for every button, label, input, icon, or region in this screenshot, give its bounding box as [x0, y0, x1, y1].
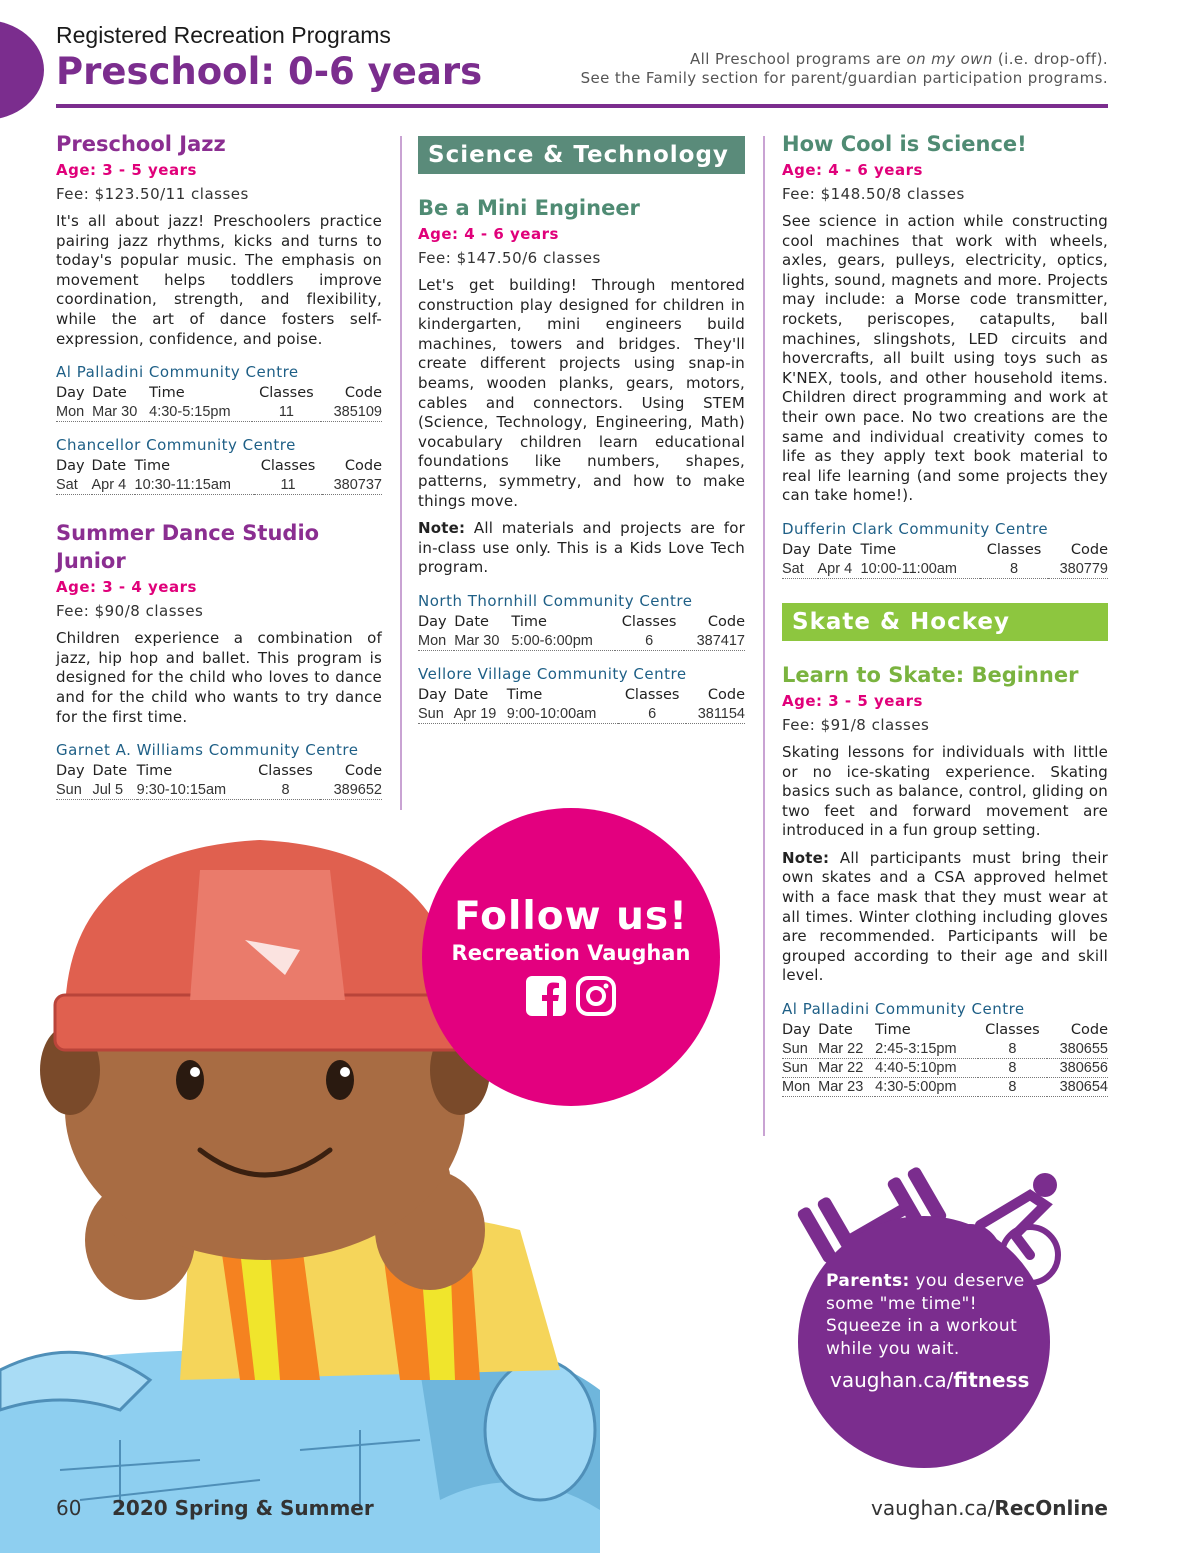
schedule-table: Day Date Time Classes Code Sun Jul 5 9:30-10:15am 8 389652	[56, 763, 382, 799]
program-summer-dance	[56, 519, 382, 800]
program-note: Note: All participants must bring their own skates and a CSA approved helmet with a face mask that they must wear at all times. Winter clothing including gloves are recommended. Participants will be grouped according to their age and skill level.	[782, 848, 1108, 985]
instagram-icon[interactable]	[575, 975, 617, 1017]
table-row: Sun Mar 22 4:40-5:10pm 8 380656	[782, 1060, 1108, 1077]
program-fee: Fee: $147.50/6 classes	[418, 249, 601, 267]
section-header-science: Science & Technology	[418, 136, 745, 174]
section-header-skate: Skate & Hockey	[782, 603, 1108, 641]
program-fee: Fee: $91/8 classes	[782, 715, 930, 734]
issue-title: 2020 Spring & Summer	[112, 1496, 374, 1520]
program-age: Age: 3 - 5 years	[56, 161, 197, 179]
schedule-table: Day Date Time Classes Code Mon Mar 30 5:00-6:00pm 6 387417	[418, 613, 745, 649]
schedule-table: Day Date Time Classes Code Mon Mar 30 4:30-5:15pm 11 385109	[56, 385, 382, 421]
table-row: Sat Apr 4 10:00-11:00am 8 380779	[782, 560, 1108, 577]
program-age: Age: 4 - 6 years	[418, 225, 559, 243]
program-title: Preschool Jazz	[56, 132, 226, 156]
table-row: Mon Mar 30 5:00-6:00pm 6 387417	[418, 632, 745, 649]
program-learn-to-skate	[782, 661, 1108, 1097]
fitness-link[interactable]: vaughan.ca/fitness	[830, 1368, 1030, 1392]
table-row: Sun Jul 5 9:30-10:15am 8 389652	[56, 782, 382, 799]
program-fee: Fee: $90/8 classes	[56, 602, 204, 621]
column-divider	[763, 136, 765, 1136]
column-middle	[418, 130, 745, 724]
program-title: Learn to Skate: Beginner	[782, 662, 1079, 687]
schedule-table: Day Date Time Classes Code Sun Apr 19 9:00-10:00am 6 381154	[418, 686, 745, 722]
page-kicker: Registered Recreation Programs	[56, 22, 391, 48]
table-row: Mon Mar 30 4:30-5:15pm 11 385109	[56, 404, 382, 421]
location-name: Chancellor Community Centre	[56, 436, 296, 455]
program-mini-engineer	[418, 194, 745, 724]
table-row: Sun Apr 19 9:00-10:00am 6 381154	[418, 705, 745, 722]
location-name: Garnet A. Williams Community Centre	[56, 741, 359, 760]
location-name: North Thornhill Community Centre	[418, 591, 693, 610]
program-age: Age: 4 - 6 years	[782, 161, 923, 179]
column-left	[56, 130, 382, 800]
location-name: Al Palladini Community Centre	[782, 1000, 1025, 1019]
schedule-table: Day Date Time Classes Code Sat Apr 4 10:00-11:00am 8 380779	[782, 541, 1108, 577]
program-age: Age: 3 - 4 years	[56, 578, 197, 597]
follow-title: Follow us!	[454, 894, 688, 939]
table-row: Sun Mar 22 2:45-3:15pm 8 380655	[782, 1041, 1108, 1058]
program-fee: Fee: $148.50/8 classes	[782, 185, 965, 203]
program-description: Skating lessons for individuals with little or no ice-skating experience. Skating basics such as balance, control, gliding on two feet and forward movement are introduced in a fun group setting.	[782, 742, 1108, 840]
section-tab-marker	[0, 20, 44, 120]
location-name: Vellore Village Community Centre	[418, 664, 687, 683]
reconline-link[interactable]: vaughan.ca/RecOnline	[871, 1496, 1108, 1520]
program-description: It's all about jazz! Preschoolers practice pairing jazz rhythms, kicks and turns to today's popular music. The emphasis on movement helps toddlers improve coordination, strength, and flexibility, while the art of dance fosters self-expression, confidence, and poise.	[56, 212, 382, 348]
follow-subtitle: Recreation Vaughan	[451, 941, 691, 965]
program-description: See science in action while constructing cool machines that work with wheels, axles, gears, pulleys, electricity, optics, lights, sound, magnets and more. Projects may include: a Morse code transmitter, rockets, periscopes, catapults, ball machines, slingshots, LED circuits and hovercrafts, all built using toys such as K'NEX, tools, and other household items. Children direct programming and work at their own pace. No two creations are the same and individual creativity comes to life as they apply text book material to real life learning (and some projects they can take home!).	[782, 212, 1108, 505]
program-description: Children experience a combination of jazz, hip hop and ballet. This program is designed for the child who loves to dance and for the child who wants to try dance for the first time.	[56, 629, 382, 726]
header-rule	[56, 104, 1108, 108]
follow-us-badge	[422, 808, 720, 1106]
social-icons	[422, 975, 720, 1017]
parents-promo-text: Parents: you deserve some "me time"! Squeeze in a workout while you wait.	[826, 1271, 1025, 1359]
program-age: Age: 3 - 5 years	[782, 691, 923, 710]
program-preschool-jazz	[56, 130, 382, 495]
program-title: Summer Dance Studio Junior	[56, 521, 320, 574]
program-how-cool-science	[782, 130, 1108, 579]
column-divider	[400, 136, 402, 810]
program-title: How Cool is Science!	[782, 132, 1027, 156]
page-number: 60	[56, 1496, 82, 1520]
program-title: Be a Mini Engineer	[418, 196, 640, 220]
column-right	[782, 130, 1108, 1097]
location-name: Al Palladini Community Centre	[56, 363, 299, 382]
table-row: Sat Apr 4 10:30-11:15am 11 380737	[56, 477, 382, 494]
header-note: All Preschool programs are on my own (i.e. drop-off). See the Family section for parent/guardian participation programs.	[580, 50, 1108, 87]
location-name: Dufferin Clark Community Centre	[782, 519, 1049, 538]
program-fee: Fee: $123.50/11 classes	[56, 185, 249, 203]
schedule-table: Day Date Time Classes Code Sat Apr 4 10:30-11:15am 11 380737	[56, 458, 382, 494]
facebook-icon[interactable]	[525, 975, 567, 1017]
page-title: Preschool: 0-6 years	[56, 50, 483, 93]
schedule-table: Day Date Time Classes Code Sun Mar 22 2:45-3:15pm 8 380655 Sun Mar 22 4:40-5:10pm 8 380656 Mon Mar 23 4:30-5:00pm 8 380654	[782, 1022, 1108, 1096]
program-note: Note: All materials and projects are for in-class use only. This is a Kids Love Tech program.	[418, 519, 745, 577]
program-description: Let's get building! Through mentored construction play designed for children in kindergarten, mini engineers build machines, towers and bridges. They'll create different projects using snap-in beams, wooden planks, gears, motors, cables and connectors. Using STEM (Science, Technology, Engineering, Math) vocabulary children learn educational foundations like numbers, shapes, patterns, symmetry, and how to make things move.	[418, 276, 745, 510]
table-row: Mon Mar 23 4:30-5:00pm 8 380654	[782, 1079, 1108, 1096]
